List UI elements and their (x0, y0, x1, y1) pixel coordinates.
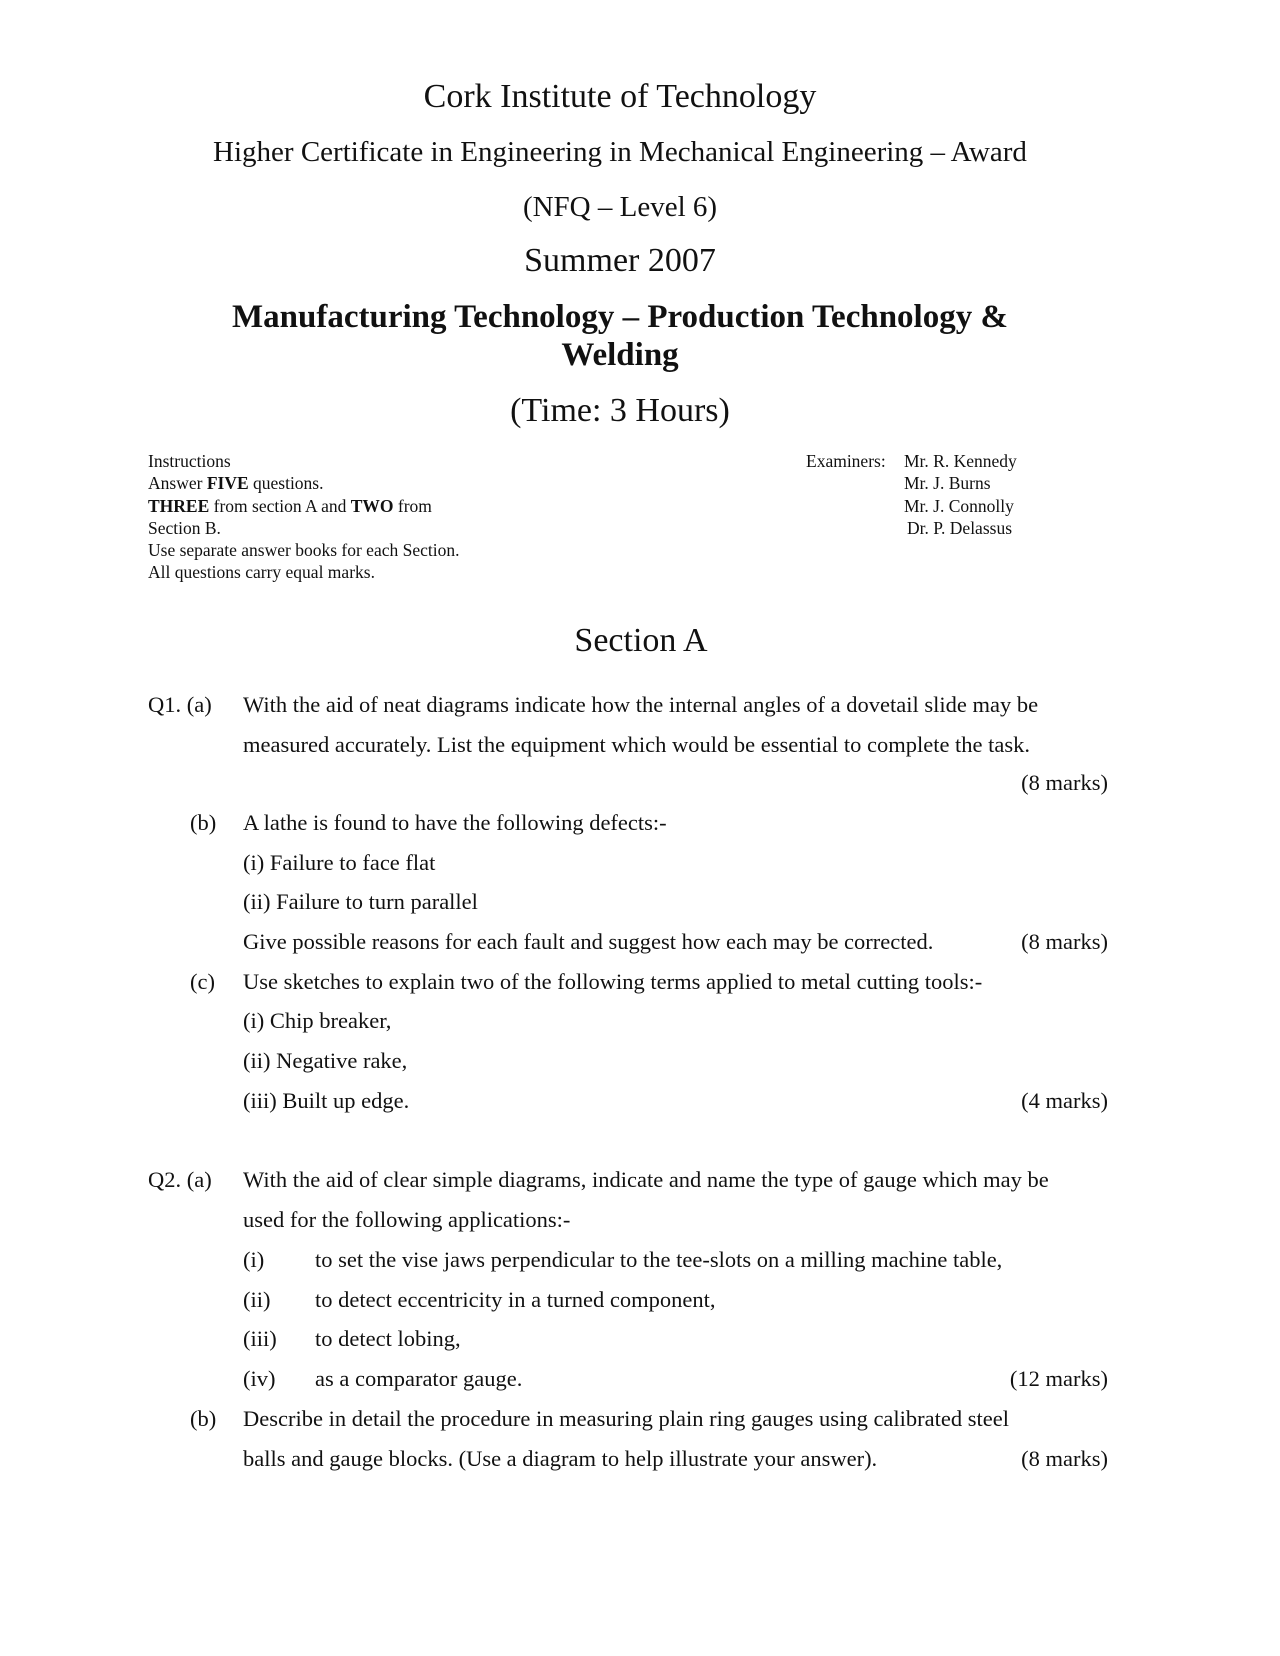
examiner-name: Mr. R. Kennedy (904, 451, 1017, 471)
instructions-line: Answer FIVE questions. (148, 473, 324, 494)
q1a-text: With the aid of neat diagrams indicate how the internal angles of a dovetail slide may be (243, 692, 1039, 717)
q2a-item-text: as a comparator gauge. (315, 1366, 523, 1391)
instructions-block (148, 450, 459, 584)
q2a-item-number: (iii) (243, 1326, 277, 1351)
q2a-item-text: to set the vise jaws perpendicular to the tee-slots on a milling machine table, (315, 1247, 1003, 1272)
exam-duration: (Time: 3 Hours) (510, 392, 730, 429)
q1c-marks: (4 marks) (1021, 1088, 1108, 1113)
q1a-text: measured accurately. List the equipment which would be essential to complete the task. (243, 732, 1031, 757)
q2a-item-number: (ii) (243, 1287, 271, 1312)
instructions-line: All questions carry equal marks. (148, 562, 375, 583)
q1c-item: (i) Chip breaker, (243, 1008, 392, 1033)
instructions-heading: Instructions (148, 451, 231, 471)
q1b-text: Give possible reasons for each fault and suggest how each may be corrected. (243, 929, 934, 954)
q2a-item-text: to detect eccentricity in a turned component, (315, 1287, 716, 1312)
q1c-text: Use sketches to explain two of the following terms applied to metal cutting tools:- (243, 969, 983, 994)
examiner-name: Dr. P. Delassus (907, 517, 1013, 538)
q1b-item: (i) Failure to face flat (243, 850, 436, 875)
q2a-text: used for the following applications:- (243, 1207, 571, 1232)
exam-session: Summer 2007 (524, 242, 716, 279)
q1c-item: (ii) Negative rake, (243, 1048, 408, 1073)
q2b-text: Describe in detail the procedure in measuring plain ring gauges using calibrated steel (243, 1406, 1009, 1431)
q1b-label: (b) (190, 810, 217, 835)
q1c-item: (iii) Built up edge. (243, 1088, 410, 1113)
exam-title-line1: Manufacturing Technology – Production Technology & (232, 299, 1008, 335)
q2a-text: With the aid of clear simple diagrams, indicate and name the type of gauge which may be (243, 1167, 1049, 1192)
section-heading: Section A (574, 622, 708, 659)
institute-name: Cork Institute of Technology (423, 78, 817, 115)
nfq-level: (NFQ – Level 6) (522, 191, 718, 223)
examiner-name: Mr. J. Connolly (904, 495, 1014, 516)
q1c-label: (c) (190, 969, 215, 994)
q2-number: Q2. (a) (148, 1167, 212, 1192)
exam-title (0, 298, 1240, 374)
q2b-marks: (8 marks) (1021, 1446, 1108, 1471)
q2a-item-number: (iv) (243, 1366, 276, 1391)
q1b-marks: (8 marks) (1021, 929, 1108, 954)
q1b-item: (ii) Failure to turn parallel (243, 889, 478, 914)
instructions-line: THREE from section A and TWO from (148, 495, 432, 516)
instructions-line: Section B. (148, 517, 221, 538)
examiners-list (904, 450, 1017, 539)
q2a-item-text: to detect lobing, (315, 1326, 461, 1351)
q1a-marks: (8 marks) (1021, 770, 1108, 795)
q2b-label: (b) (190, 1406, 217, 1431)
examiners-label: Examiners: (806, 451, 886, 471)
q2a-marks: (12 marks) (1009, 1366, 1108, 1391)
exam-title-line2: Welding (561, 337, 679, 373)
q1b-text: A lathe is found to have the following defects:- (243, 810, 667, 835)
instructions-line: Use separate answer books for each Section. (148, 540, 460, 561)
examiner-name: Mr. J. Burns (904, 473, 991, 494)
q2a-item-number: (i) (243, 1247, 265, 1272)
programme-name: Higher Certificate in Engineering in Mechanical Engineering – Award (213, 136, 1027, 168)
q2b-text: balls and gauge blocks. (Use a diagram to help illustrate your answer). (243, 1446, 878, 1471)
q1-number: Q1. (a) (148, 692, 212, 717)
